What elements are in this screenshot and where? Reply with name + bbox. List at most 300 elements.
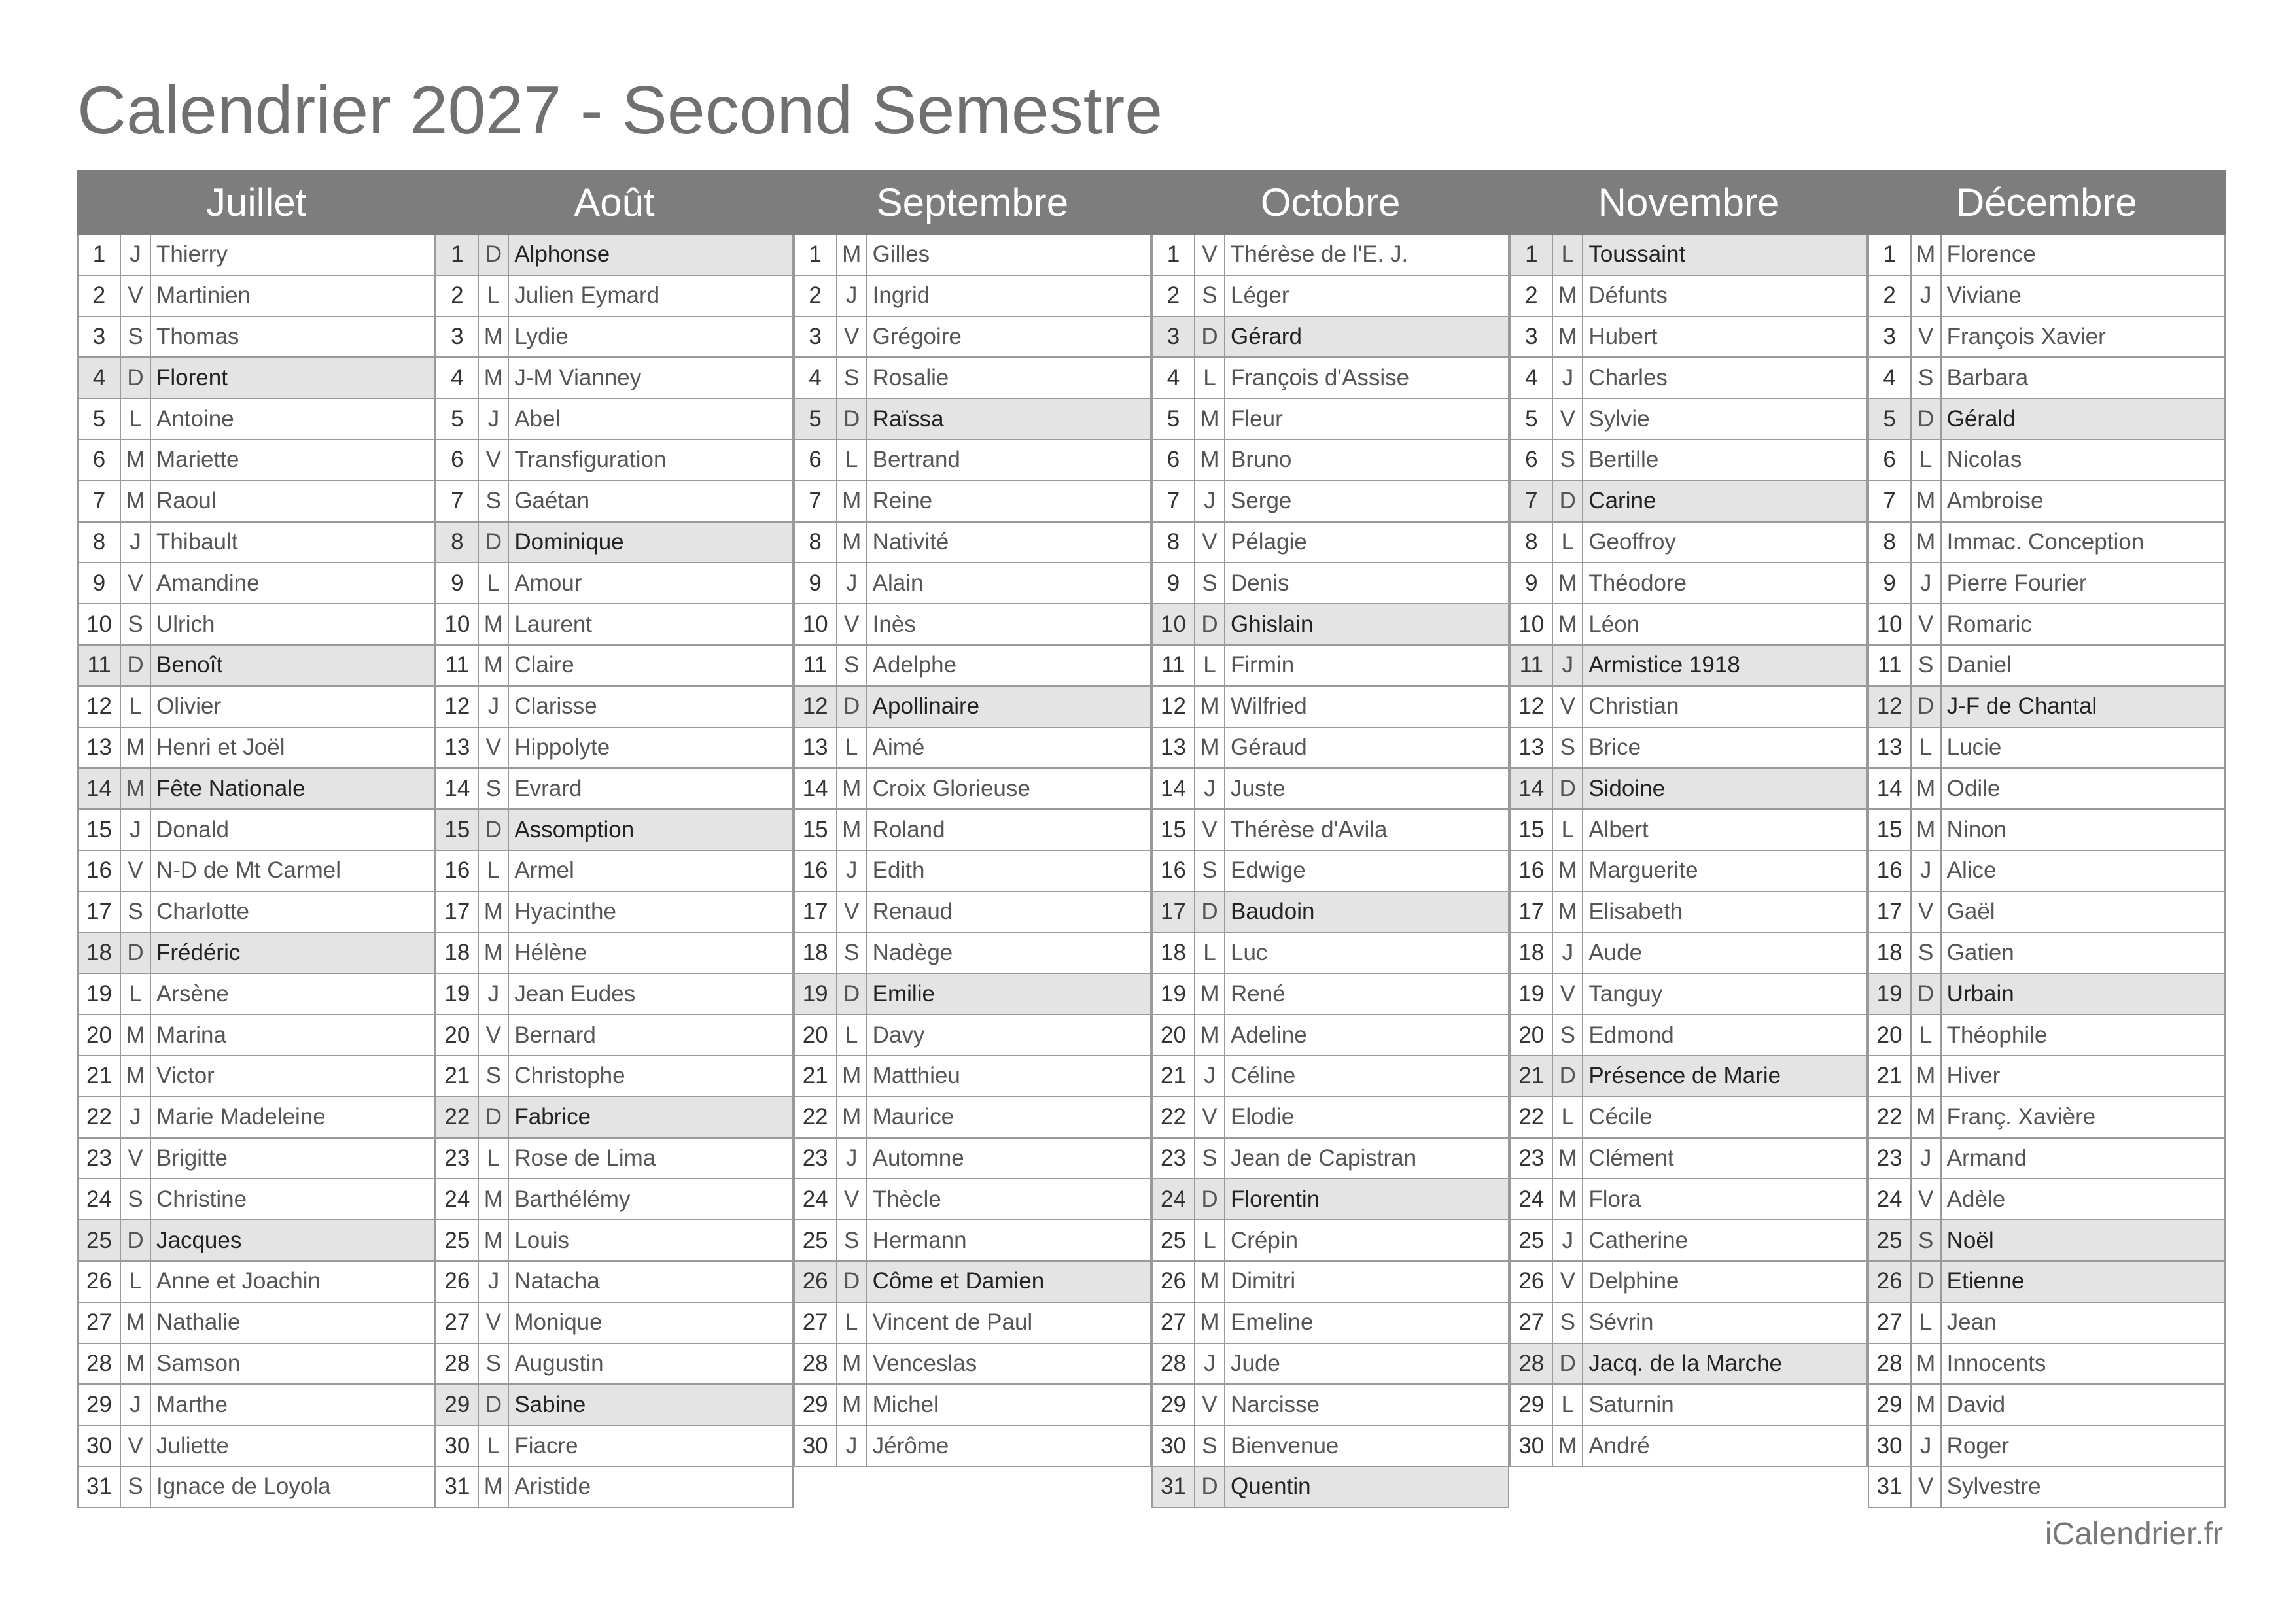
day-of-week: D [837,974,867,1014]
day-number: 25 [1153,1220,1195,1260]
saint-name: Franç. Xavière [1946,1104,2096,1130]
day-of-week: V [1195,1097,1225,1137]
day-number: 6 [1511,440,1553,480]
saint-name: Sylvestre [1946,1474,2041,1500]
day-of-week: L [121,399,151,439]
saint-name: Thérèse de l'E. J. [1230,241,1409,268]
day-row [1509,687,1867,728]
day-number: 14 [1511,769,1553,808]
day-of-week: S [837,358,867,398]
day-of-week: D [1912,399,1942,439]
day-number: 28 [1511,1344,1553,1384]
day-of-week: M [837,1056,867,1096]
saint-name: Ambroise [1946,488,2044,514]
day-number: 26 [79,1262,121,1302]
day-number: 13 [1511,728,1553,768]
day-number: 10 [1153,604,1195,644]
day-number: 18 [1153,933,1195,973]
day-of-week: D [1553,1344,1583,1384]
calendar-grid [77,170,2226,1511]
day-of-week: M [479,358,509,398]
day-number: 18 [1869,933,1912,973]
day-number: 14 [79,769,121,808]
saint-name: Transfiguration [514,447,667,473]
day-of-week: M [1195,1262,1225,1302]
day-of-week: M [1912,1344,1942,1384]
day-row [1509,974,1867,1015]
day-row [1509,440,1867,481]
saint-name: Mariette [156,447,239,473]
day-row [77,358,435,399]
saint-name: Reine [872,488,933,514]
saint-name: Lydie [514,323,569,349]
day-number: 18 [436,933,479,973]
saint-name: Donald [156,816,229,842]
day-number: 1 [795,235,837,275]
day-number: 19 [1511,974,1553,1014]
day-number: 29 [1511,1385,1553,1425]
day-number: 5 [79,399,121,439]
month-header: Novembre [1509,170,1867,235]
day-row [794,1262,1151,1303]
day-row [1151,1303,1509,1344]
day-row [1868,769,2226,810]
day-number: 24 [436,1179,479,1219]
day-number: 6 [1869,440,1912,480]
day-of-week: V [121,851,151,891]
day-of-week: J [121,1385,151,1425]
saint-name: Céline [1230,1063,1296,1089]
day-number: 5 [1511,399,1553,439]
day-number: 28 [1153,1344,1195,1384]
saint-name: Juste [1230,775,1286,801]
day-of-week: M [837,810,867,850]
day-number: 27 [1869,1303,1912,1343]
day-of-week: M [837,1344,867,1384]
saint-name: Marthe [156,1391,228,1417]
day-of-week: M [837,235,867,275]
saint-name: Léon [1588,611,1640,637]
saint-name: Saturnin [1588,1391,1674,1417]
day-number: 11 [795,646,837,685]
day-number: 12 [79,687,121,727]
saint-name: David [1946,1391,2006,1417]
day-number: 24 [79,1179,121,1219]
day-row [77,1426,435,1467]
saint-name: Apollinaire [872,693,980,719]
day-of-week: L [837,728,867,768]
day-row [1509,1179,1867,1220]
day-of-week: J [121,1097,151,1137]
day-row [1151,523,1509,564]
day-number: 18 [79,933,121,973]
day-row [1509,810,1867,851]
day-row [435,1344,793,1385]
day-of-week: S [1195,276,1225,316]
day-of-week: J [479,974,509,1014]
day-row [794,604,1151,646]
saint-name: Jacques [156,1227,242,1253]
saint-name: Marie Madeleine [156,1104,326,1130]
day-of-week: D [1912,687,1942,727]
saint-name: Vincent de Paul [872,1309,1033,1336]
day-row [1868,810,2226,851]
day-row [1509,1056,1867,1097]
footer-brand: iCalendrier.fr [2044,1517,2223,1551]
saint-name: Aude [1588,939,1643,965]
day-of-week: V [1912,317,1942,357]
saint-name: Toussaint [1588,241,1686,268]
saint-name: J-M Vianney [514,364,642,390]
day-row [1151,440,1509,481]
day-number: 4 [1153,358,1195,398]
day-row [1151,892,1509,933]
month-column [435,170,793,1511]
day-number: 20 [795,1015,837,1055]
day-of-week: D [837,687,867,727]
day-of-week: M [479,892,509,932]
day-number: 2 [1153,276,1195,316]
day-row [1151,933,1509,975]
saint-name: Bernard [514,1022,596,1048]
saint-name: Thècle [872,1186,941,1212]
day-number: 1 [1153,235,1195,275]
day-of-week: D [1195,317,1225,357]
day-number: 31 [436,1467,479,1507]
day-number: 1 [436,235,479,275]
day-number: 26 [1869,1262,1912,1302]
day-of-week: L [479,563,509,603]
day-number: 23 [436,1139,479,1179]
day-of-week: D [837,1262,867,1302]
day-row [77,1015,435,1056]
saint-name: Victor [156,1063,215,1089]
day-of-week: J [1195,1056,1225,1096]
day-of-week: V [121,1426,151,1466]
day-row [77,481,435,523]
day-row [1151,1015,1509,1056]
day-number: 20 [1869,1015,1912,1055]
day-number: 30 [79,1426,121,1466]
day-row [794,481,1151,523]
day-of-week: S [121,1467,151,1507]
day-of-week: S [1195,1139,1225,1179]
saint-name: Luc [1230,939,1268,965]
day-number: 2 [436,276,479,316]
day-row [1509,481,1867,523]
day-of-week: D [1553,1056,1583,1096]
day-number: 15 [436,810,479,850]
saint-name: Aimé [872,734,925,760]
day-row [1509,1385,1867,1426]
day-of-week: M [837,769,867,808]
day-row [1868,1262,2226,1303]
day-number: 16 [1153,851,1195,891]
day-row [1868,1385,2226,1426]
day-row [1509,1344,1867,1385]
day-number: 1 [79,235,121,275]
month-header: Septembre [794,170,1151,235]
day-number: 2 [79,276,121,316]
day-of-week: M [121,1056,151,1096]
day-of-week: S [121,317,151,357]
day-row [1151,974,1509,1015]
saint-name: Jean [1946,1309,1997,1336]
day-of-week: J [837,1139,867,1179]
day-row [1868,1467,2226,1508]
day-number: 26 [1511,1262,1553,1302]
day-number: 20 [79,1015,121,1055]
day-row [435,933,793,975]
day-row [794,810,1151,851]
day-number: 13 [1153,728,1195,768]
saint-name: Assomption [514,816,635,842]
page-title: Calendrier 2027 - Second Semestre [77,73,1163,148]
day-of-week: S [1195,851,1225,891]
day-number: 25 [79,1220,121,1260]
day-number: 14 [1153,769,1195,808]
day-row [1509,523,1867,564]
saint-name: Pierre Fourier [1946,570,2087,596]
day-row [1868,358,2226,399]
day-of-week: L [1195,358,1225,398]
day-of-week: D [121,646,151,685]
saint-name: Fiacre [514,1432,578,1459]
day-number: 26 [1153,1262,1195,1302]
saint-name: Roland [872,816,945,842]
saint-name: Ghislain [1230,611,1314,637]
month-column [1868,170,2226,1511]
month-column [77,170,435,1511]
day-row [1151,317,1509,358]
day-of-week: S [1553,440,1583,480]
day-number: 26 [795,1262,837,1302]
day-of-week: D [479,1097,509,1137]
saint-name: Hélène [514,939,587,965]
day-of-week: J [1195,481,1225,521]
day-row [1509,851,1867,892]
month-header: Juillet [77,170,435,235]
day-number: 28 [795,1344,837,1384]
saint-name: Flora [1588,1186,1641,1212]
saint-name: Gatien [1946,939,2014,965]
day-row [1509,1097,1867,1139]
day-number: 15 [1869,810,1912,850]
day-row [1151,687,1509,728]
day-of-week: M [1195,974,1225,1014]
day-number: 28 [436,1344,479,1384]
day-number: 15 [79,810,121,850]
day-row [1868,728,2226,769]
day-row [435,1467,793,1508]
saint-name: Florence [1946,241,2036,268]
saint-name: Nathalie [156,1309,241,1336]
day-row [794,1139,1151,1180]
saint-name: Romaric [1946,611,2032,637]
day-of-week: S [1553,1303,1583,1343]
saint-name: Michel [872,1391,939,1417]
day-row [1868,1097,2226,1139]
day-of-week: L [1195,933,1225,973]
day-number: 30 [1869,1426,1912,1466]
saint-name: Adeline [1230,1022,1307,1048]
saint-name: Serge [1230,488,1292,514]
saint-name: Charlotte [156,899,250,925]
day-of-week: J [837,1426,867,1466]
day-number: 15 [1511,810,1553,850]
saint-name: Amour [514,570,582,596]
day-row [77,1179,435,1220]
saint-name: Juliette [156,1432,229,1459]
day-of-week: M [479,317,509,357]
day-of-week: L [1912,728,1942,768]
saint-name: Marguerite [1588,857,1698,884]
day-row [435,1139,793,1180]
day-number: 3 [1153,317,1195,357]
day-of-week: M [121,1015,151,1055]
day-number: 31 [1153,1467,1195,1507]
day-number: 18 [795,933,837,973]
day-number: 22 [1869,1097,1912,1137]
day-of-week: V [479,728,509,768]
day-number: 17 [436,892,479,932]
saint-name: Dimitri [1230,1268,1296,1294]
saint-name: Elodie [1230,1104,1295,1130]
saint-name: Innocents [1946,1350,2046,1376]
day-number: 22 [1153,1097,1195,1137]
day-row [1868,317,2226,358]
saint-name: Hiver [1946,1063,2001,1089]
saint-name: Jean Eudes [514,980,636,1007]
day-row [77,1467,435,1508]
saint-name: Crépin [1230,1227,1299,1253]
day-number: 15 [795,810,837,850]
month-header: Août [435,170,793,235]
saint-name: Nativité [872,528,949,555]
saint-name: Olivier [156,693,222,719]
day-row [77,892,435,933]
saint-name: Adèle [1946,1186,2006,1212]
day-of-week: M [1553,892,1583,932]
day-row [794,1015,1151,1056]
day-number: 11 [1869,646,1912,685]
saint-name: Gérald [1946,406,2016,432]
saint-name: Abel [514,406,561,432]
day-row [1151,358,1509,399]
day-number: 4 [1511,358,1553,398]
day-number: 20 [1511,1015,1553,1055]
day-of-week: M [121,1344,151,1384]
saint-name: Adelphe [872,652,957,678]
day-row [794,687,1151,728]
day-number: 30 [436,1426,479,1466]
day-of-week: V [479,1303,509,1343]
day-number: 4 [436,358,479,398]
day-number: 12 [1153,687,1195,727]
day-of-week: L [837,1303,867,1343]
saint-name: N-D de Mt Carmel [156,857,341,884]
day-of-week: D [1912,1262,1942,1302]
day-of-week: M [1195,440,1225,480]
saint-name: Clément [1588,1145,1674,1171]
saint-name: Emeline [1230,1309,1314,1336]
day-of-week: M [837,1097,867,1137]
day-row [1151,1467,1509,1508]
day-row [1868,481,2226,523]
day-row [794,1426,1151,1467]
day-row [435,769,793,810]
day-row [435,276,793,317]
day-row [1868,276,2226,317]
day-row [435,974,793,1015]
day-of-week: V [1553,1262,1583,1302]
day-of-week: J [1912,1139,1942,1179]
day-row [794,1344,1151,1385]
day-of-week: M [1553,563,1583,603]
day-of-week: J [1553,933,1583,973]
day-of-week: J [479,687,509,727]
day-row [1509,1426,1867,1467]
day-row [435,1262,793,1303]
day-of-week: V [1912,1179,1942,1219]
day-of-week: M [1912,523,1942,562]
saint-name: Florentin [1230,1186,1320,1212]
day-of-week: J [479,399,509,439]
saint-name: Armistice 1918 [1588,652,1740,678]
day-number: 29 [1153,1385,1195,1425]
day-of-week: V [1195,235,1225,275]
day-of-week: J [121,523,151,562]
saint-name: Albert [1588,816,1649,842]
day-of-week: V [1553,687,1583,727]
day-of-week: M [1195,728,1225,768]
saint-name: Laurent [514,611,593,637]
day-of-week: V [1195,1385,1225,1425]
day-row [77,1220,435,1262]
day-of-week: J [1553,1220,1583,1260]
day-number: 27 [1153,1303,1195,1343]
day-of-week: L [479,1139,509,1179]
day-of-week: M [1912,1097,1942,1137]
saint-name: Anne et Joachin [156,1268,321,1294]
day-of-week: L [1553,1097,1583,1137]
day-row [794,276,1151,317]
day-of-week: L [479,851,509,891]
saint-name: Armel [514,857,574,884]
day-of-week: S [121,1179,151,1219]
saint-name: Henri et Joël [156,734,285,760]
day-row [1868,1139,2226,1180]
day-number: 25 [795,1220,837,1260]
day-number: 21 [79,1056,121,1096]
saint-name: Brice [1588,734,1641,760]
day-number: 29 [436,1385,479,1425]
day-of-week: J [837,563,867,603]
day-number: 27 [1511,1303,1553,1343]
day-row [77,523,435,564]
saint-name: Jude [1230,1350,1280,1376]
saint-name: Thierry [156,241,228,268]
saint-name: Alphonse [514,241,610,268]
saint-name: Barthélémy [514,1186,631,1212]
day-number: 31 [1869,1467,1912,1507]
day-number: 30 [1511,1426,1553,1466]
day-of-week: M [121,769,151,808]
day-of-week: L [1912,1303,1942,1343]
day-number: 23 [1153,1139,1195,1179]
day-row [435,646,793,687]
day-of-week: D [837,399,867,439]
